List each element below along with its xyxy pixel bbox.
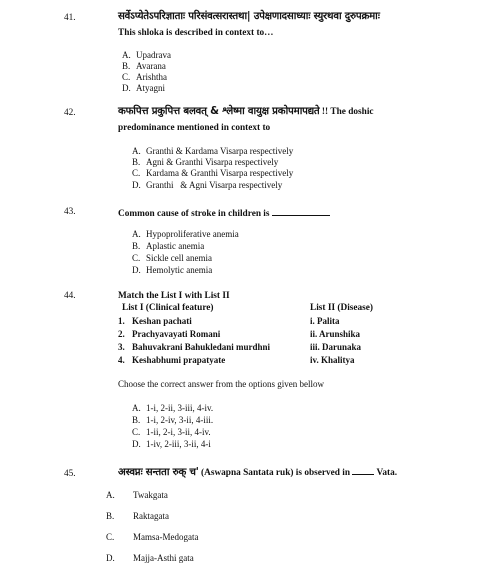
question-sanskrit-text: अस्वप्नः सन्तता रुक् च' xyxy=(118,467,199,478)
question-instruction: Choose the correct answer from the options given bellow xyxy=(118,379,324,389)
match-row-left: 2. Prachyavayati Romani xyxy=(118,329,221,339)
match-row-left: 1. Keshan pachati xyxy=(118,316,192,326)
option-c[interactable]: C. Kardama & Granthi Visarpa respectively xyxy=(132,168,294,178)
option-a[interactable]: A. 1-i, 2-ii, 3-iii, 4-iv. xyxy=(132,403,214,413)
option-b[interactable]: B. 1-i, 2-iv, 3-ii, 4-iii. xyxy=(132,415,214,425)
option-a[interactable]: A. Upadrava xyxy=(122,50,171,60)
option-a[interactable]: A. Granthi & Kardama Visarpa respectively xyxy=(132,146,294,156)
option-d[interactable]: D. 1-iv, 2-iii, 3-ii, 4-i xyxy=(132,439,211,449)
option-b[interactable]: B. Aplastic anemia xyxy=(132,241,205,251)
match-row-right: iv. Khalitya xyxy=(310,355,355,365)
question-stem-line2: predominance mentioned in context to xyxy=(118,123,271,133)
option-c[interactable]: C. Arishtha xyxy=(122,72,167,82)
option-d[interactable]: D. Majja-Asthi gata xyxy=(106,553,194,563)
question-stem-line1: कफपित्त प्रकुपित्त बलवत् & श्लेष्मा वायुक्ष प्रकोपमापद्यते !! The doshic xyxy=(118,106,374,117)
option-b[interactable]: B. Agni & Granthi Visarpa respectively xyxy=(132,157,279,167)
option-b[interactable]: B. Avarana xyxy=(122,61,166,71)
answer-blank xyxy=(272,207,330,216)
option-d[interactable]: D. Hemolytic anemia xyxy=(132,265,213,275)
question-number: 42. xyxy=(64,108,76,118)
option-d[interactable]: D. Atyagni xyxy=(122,83,165,93)
match-row-right: iii. Darunaka xyxy=(310,342,362,352)
option-d[interactable]: D. Granthi & Agni Visarpa respectively xyxy=(132,180,283,190)
option-c[interactable]: C. Mamsa-Medogata xyxy=(106,532,199,542)
question-stem: This shloka is described in context to… xyxy=(118,28,274,38)
match-row-right: i. Palita xyxy=(310,316,340,326)
question-number: 44. xyxy=(64,291,76,301)
match-row-left: 3. Bahuvakrani Bahukledani murdhni xyxy=(118,342,271,352)
option-c[interactable]: C. 1-ii, 2-i, 3-ii, 4-iv. xyxy=(132,427,211,437)
question-number: 43. xyxy=(64,207,76,217)
question-stem: Match the List I with List II xyxy=(118,291,230,301)
list1-header: List I (Clinical feature) xyxy=(122,303,214,313)
question-number: 45. xyxy=(64,469,76,479)
question-sanskrit-text: सर्वेऽप्येतेऽपरिज्ञाताः परिसंवत्सरास्तथा| उपेक्षणादसाध्याः स्युरथवा दुरुपक्रमाः xyxy=(118,11,380,22)
option-c[interactable]: C. Sickle cell anemia xyxy=(132,253,212,263)
option-b[interactable]: B. Raktagata xyxy=(106,511,169,521)
question-number: 41. xyxy=(64,13,76,23)
question-stem: अस्वप्नः सन्तता रुक् च' (Aswapna Santata ruk) is observed in Vata. xyxy=(118,467,398,478)
option-a[interactable]: A. Twakgata xyxy=(106,490,168,500)
list2-header: List II (Disease) xyxy=(310,303,374,313)
answer-blank xyxy=(352,466,374,475)
match-row-left: 4. Keshabhumi prapatyate xyxy=(118,355,226,365)
match-row-right: ii. Arunshika xyxy=(310,329,361,339)
question-sanskrit-text: कफपित्त प्रकुपित्त बलवत् & श्लेष्मा वायुक्ष प्रकोपमापद्यते xyxy=(118,106,320,117)
question-stem: Common cause of stroke in children is xyxy=(118,207,330,220)
option-a[interactable]: A. Hypoproliferative anemia xyxy=(132,229,239,239)
